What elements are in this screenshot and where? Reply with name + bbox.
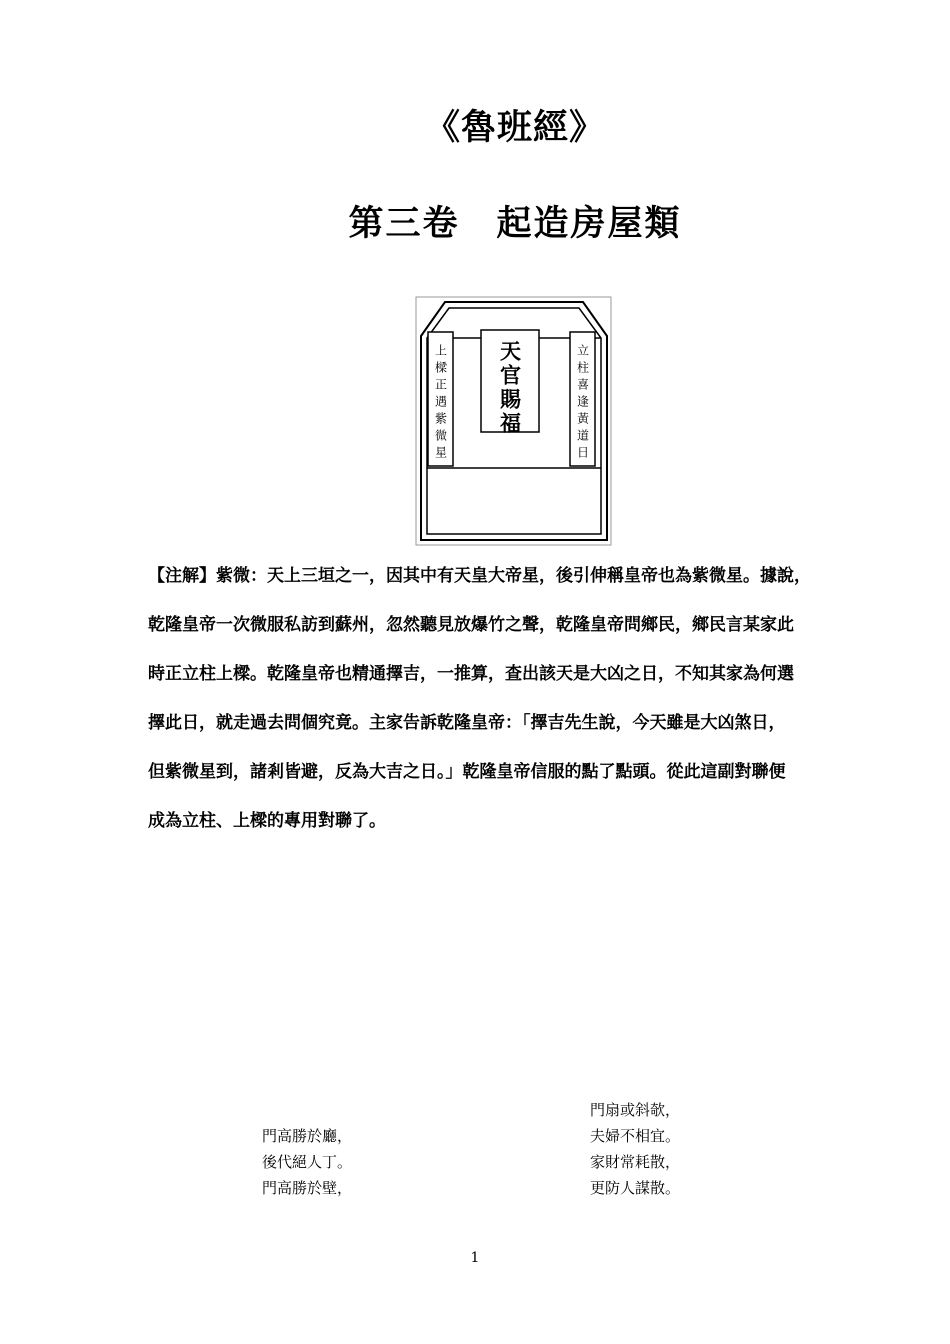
page-number: 1 [470,1250,480,1266]
poem-line: 後代絕人丁。 [262,1153,353,1171]
left-couplet-text: 上樑正遇紫微星 [433,344,448,463]
plaque-text: 天官賜福 [497,340,523,436]
couplet-figure [415,296,612,546]
poem-right-column [590,1097,680,1201]
couplet-diagram [415,296,612,546]
poem-line: 門扇或斜欹， [590,1101,681,1119]
annotation-line: 【注解】紫微：天上三垣之一，因其中有天皇大帝星，後引伸稱皇帝也為紫微星。據說， [148,566,811,586]
annotation-line: 成為立柱、上樑的專用對聯了。 [148,811,386,831]
annotation-line: 乾隆皇帝一次微服私訪到蘇州，忽然聽見放爆竹之聲，乾隆皇帝問鄉民，鄉民言某家此 [148,615,794,635]
poem-line: 家財常耗散， [590,1153,681,1171]
right-couplet-text: 立柱喜逢黃道日 [575,344,590,463]
poem-line: 門高勝於廳， [262,1127,353,1145]
annotation-line: 時正立柱上樑。乾隆皇帝也精通擇吉，一推算，查出該天是大凶之日，不知其家為何選 [148,664,794,684]
document-title: 《魯班經》 [424,108,605,148]
poem-line: 更防人謀散。 [590,1179,681,1197]
poem-left-column [262,1123,352,1201]
chapter-title: 第三卷 起造房屋類 [348,204,682,244]
poem-line: 夫婦不相宜。 [590,1127,681,1145]
annotation-line: 但紫微星到，諸剎皆避，反為大吉之日。」乾隆皇帝信服的點了點頭。從此這副對聯便 [148,762,786,782]
annotation-paragraph [148,558,908,852]
poem-line: 門高勝於壁， [262,1179,353,1197]
annotation-line: 擇此日，就走過去問個究竟。主家告訴乾隆皇帝：「擇吉先生說，今天雖是大凶煞日， [148,713,786,733]
